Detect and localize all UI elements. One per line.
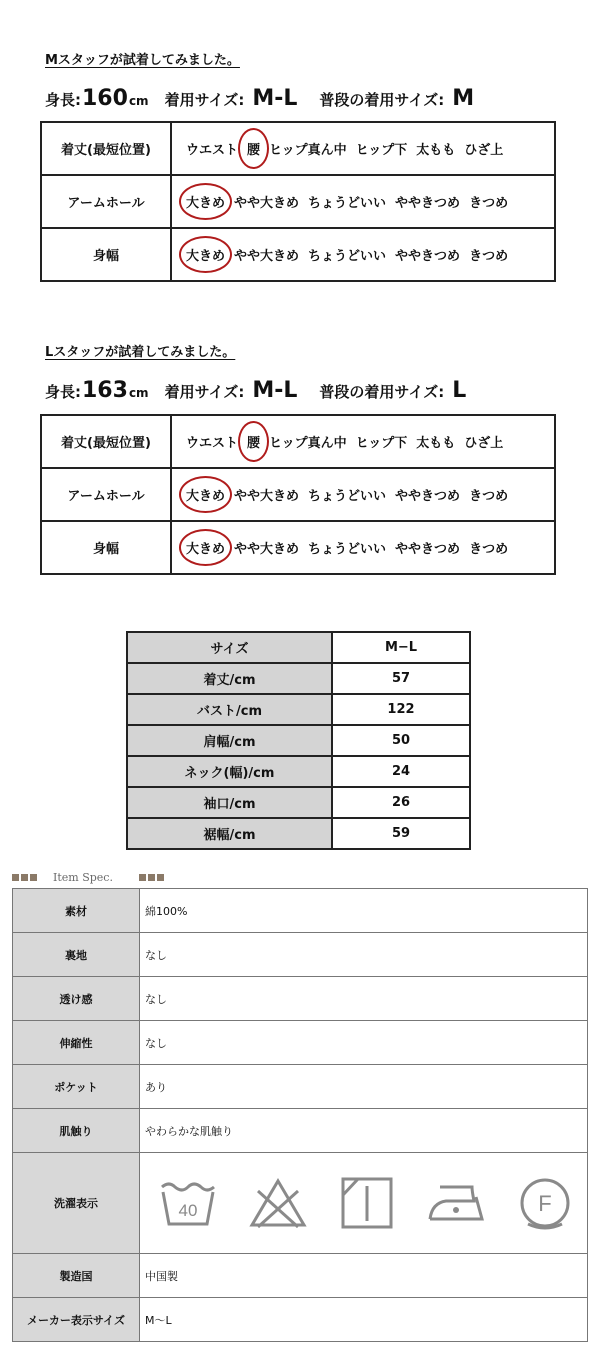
wash-40-icon — [160, 1178, 216, 1228]
size-header-value: M−L — [332, 632, 470, 663]
option-thigh: 太もも — [416, 436, 456, 451]
fit-row-length — [41, 415, 555, 468]
spec-row — [13, 1298, 588, 1342]
option-slightly-loose: やや大きめ — [234, 196, 300, 211]
l-fit-table — [40, 414, 556, 575]
usual-size-label: 普段の着用サイズ: — [319, 383, 445, 401]
option-tight: きつめ — [469, 489, 509, 504]
option-loose-selected: 大きめ — [186, 538, 225, 557]
option-above-knee: ひざ上 — [464, 143, 504, 158]
fit-row-armhole — [41, 468, 555, 521]
spec-key: 伸縮性 — [13, 1021, 140, 1065]
no-bleach-icon — [248, 1177, 308, 1229]
option-just-right: ちょうどいい — [308, 196, 387, 211]
size-value: 24 — [332, 756, 470, 787]
option-below-hip: ヒップ下 — [355, 143, 408, 158]
size-row — [127, 756, 470, 787]
size-key: 袖口/cm — [127, 787, 332, 818]
spec-row — [13, 889, 588, 933]
spec-value: なし — [140, 1021, 588, 1065]
option-slightly-loose: やや大きめ — [234, 249, 300, 264]
armhole-options — [171, 468, 555, 521]
height-unit: cm — [128, 386, 149, 400]
size-key: 肩幅/cm — [127, 725, 332, 756]
size-key: ネック(幅)/cm — [127, 756, 332, 787]
wear-size-label: 着用サイズ: — [164, 91, 245, 109]
spec-value: 綿100% — [140, 889, 588, 933]
option-hip-middle: ヒップ真ん中 — [269, 436, 347, 451]
option-hip-middle: ヒップ真ん中 — [269, 143, 347, 158]
width-options — [171, 521, 555, 574]
size-row — [127, 787, 470, 818]
fit-row-label: アームホール — [41, 468, 171, 521]
drip-dry-shade-icon — [340, 1176, 394, 1230]
option-slightly-tight: ややきつめ — [395, 196, 461, 211]
fit-row-label: 着丈(最短位置) — [41, 415, 171, 468]
option-above-knee: ひざ上 — [464, 436, 504, 451]
fit-row-length — [41, 122, 555, 175]
usual-size-value: L — [452, 378, 467, 403]
option-tight: きつめ — [469, 249, 509, 264]
option-slightly-tight: ややきつめ — [395, 249, 461, 264]
m-staff-title: Mスタッフが試着してみました。 — [45, 53, 240, 68]
spec-value: M〜L — [140, 1298, 588, 1342]
spec-key: 肌触り — [13, 1109, 140, 1153]
decor-squares-left — [12, 874, 39, 881]
spec-value: あり — [140, 1065, 588, 1109]
armhole-options — [171, 175, 555, 228]
option-loose-selected: 大きめ — [186, 245, 225, 264]
item-spec-title: Item Spec. — [53, 871, 113, 884]
size-key: 裾幅/cm — [127, 818, 332, 849]
l-staff-size-line — [45, 378, 488, 403]
option-just-right: ちょうどいい — [308, 489, 387, 504]
size-key: 着丈/cm — [127, 663, 332, 694]
spec-key: メーカー表示サイズ — [13, 1298, 140, 1342]
spec-row — [13, 1065, 588, 1109]
option-tight: きつめ — [469, 542, 509, 557]
option-waist: ウエスト — [186, 143, 239, 158]
dry-clean-letter: F — [538, 1191, 552, 1216]
usual-size-label: 普段の着用サイズ: — [319, 91, 445, 109]
size-key: バスト/cm — [127, 694, 332, 725]
m-staff-size-line — [45, 86, 496, 111]
size-value: 57 — [332, 663, 470, 694]
option-thigh: 太もも — [416, 143, 456, 158]
size-value: 122 — [332, 694, 470, 725]
option-slightly-tight: ややきつめ — [395, 489, 461, 504]
usual-size-value: M — [452, 86, 475, 111]
wash-icons — [140, 1153, 588, 1254]
fit-row-width — [41, 521, 555, 574]
size-value: 50 — [332, 725, 470, 756]
option-slightly-tight: ややきつめ — [395, 542, 461, 557]
option-below-hip: ヒップ下 — [355, 436, 408, 451]
spec-value: 中国製 — [140, 1254, 588, 1298]
spec-value: なし — [140, 933, 588, 977]
height-label: 身長: — [45, 91, 81, 109]
spec-key: ポケット — [13, 1065, 140, 1109]
l-staff-title: Lスタッフが試着してみました。 — [45, 345, 236, 360]
width-options — [171, 228, 555, 281]
option-tight: きつめ — [469, 196, 509, 211]
size-row — [127, 818, 470, 849]
height-value: 160 — [82, 86, 128, 111]
option-just-right: ちょうどいい — [308, 249, 387, 264]
spec-row — [13, 1021, 588, 1065]
fit-row-label: アームホール — [41, 175, 171, 228]
spec-key: 素材 — [13, 889, 140, 933]
m-fit-table — [40, 121, 556, 282]
option-slightly-loose: やや大きめ — [234, 542, 300, 557]
spec-value: やわらかな肌触り — [140, 1109, 588, 1153]
option-hip-selected: 腰 — [247, 139, 260, 158]
decor-squares-right — [139, 874, 166, 881]
option-just-right: ちょうどいい — [308, 542, 387, 557]
option-loose-selected: 大きめ — [186, 192, 225, 211]
spec-key: 製造国 — [13, 1254, 140, 1298]
wear-size-label: 着用サイズ: — [164, 383, 245, 401]
length-options — [171, 122, 555, 175]
fit-row-armhole — [41, 175, 555, 228]
height-label: 身長: — [45, 383, 81, 401]
spec-key: 裏地 — [13, 933, 140, 977]
spec-row — [13, 977, 588, 1021]
spec-value: なし — [140, 977, 588, 1021]
spec-row — [13, 1254, 588, 1298]
fit-row-label: 着丈(最短位置) — [41, 122, 171, 175]
height-unit: cm — [128, 94, 149, 108]
wash-temp-text: 40 — [178, 1201, 198, 1220]
size-row — [127, 663, 470, 694]
size-row — [127, 694, 470, 725]
option-slightly-loose: やや大きめ — [234, 489, 300, 504]
iron-low-icon — [426, 1181, 486, 1225]
size-value: 26 — [332, 787, 470, 818]
size-value: 59 — [332, 818, 470, 849]
option-waist: ウエスト — [186, 436, 239, 451]
item-spec-table — [12, 888, 588, 1342]
spec-row — [13, 1109, 588, 1153]
wear-size-value: M-L — [252, 86, 298, 111]
size-row — [127, 725, 470, 756]
height-value: 163 — [82, 378, 128, 403]
fit-row-width — [41, 228, 555, 281]
size-table — [126, 631, 471, 850]
spec-row — [13, 933, 588, 977]
item-spec-heading — [12, 871, 180, 884]
size-header-key: サイズ — [127, 632, 332, 663]
wash-row — [13, 1153, 588, 1254]
wash-label: 洗濯表示 — [13, 1153, 140, 1254]
dry-clean-f-icon — [518, 1176, 572, 1230]
fit-row-label: 身幅 — [41, 521, 171, 574]
option-hip-selected: 腰 — [247, 432, 260, 451]
fit-row-label: 身幅 — [41, 228, 171, 281]
length-options — [171, 415, 555, 468]
size-header-row — [127, 632, 470, 663]
spec-key: 透け感 — [13, 977, 140, 1021]
option-loose-selected: 大きめ — [186, 485, 225, 504]
wear-size-value: M-L — [252, 378, 298, 403]
